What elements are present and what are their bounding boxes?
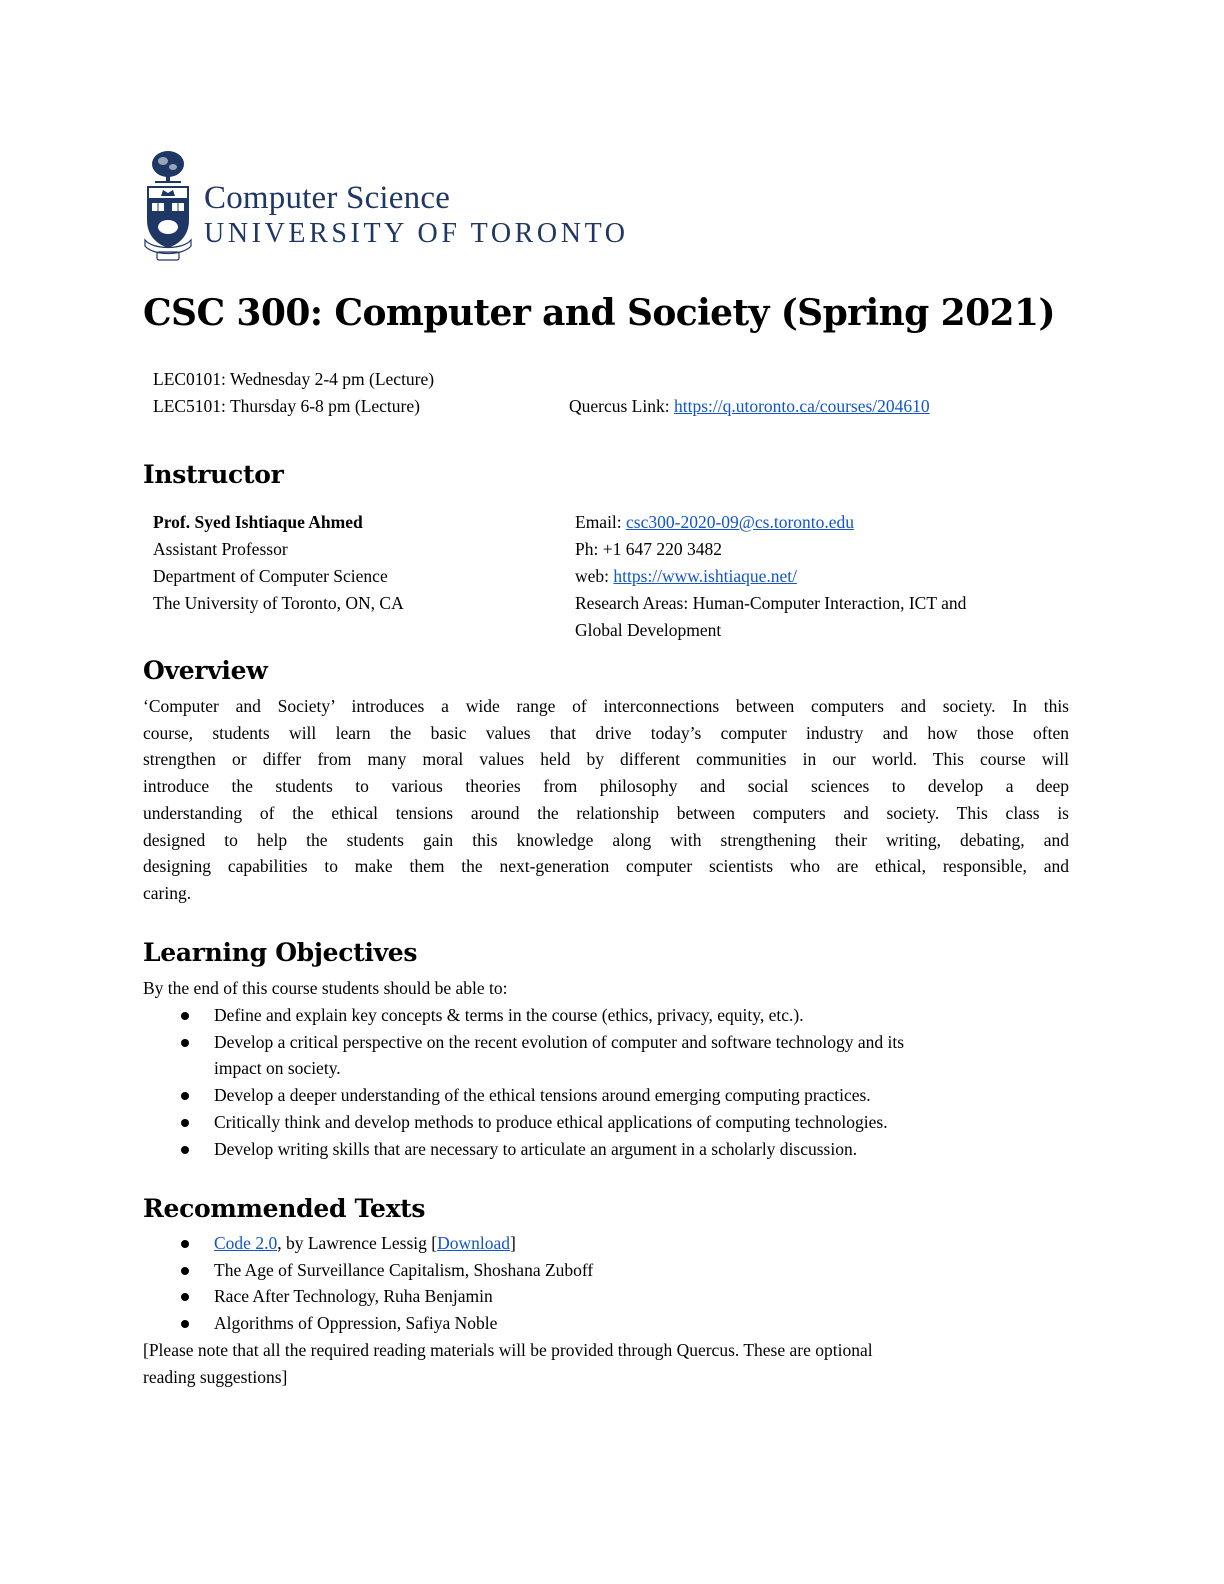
objective-text: Develop a deeper understanding of the ethical tensions around emerging computing practices. bbox=[214, 1085, 871, 1106]
text-item-title: Race After Technology, Ruha Benjamin bbox=[214, 1286, 493, 1307]
objective-item bbox=[143, 1109, 1069, 1136]
text-item bbox=[143, 1310, 1069, 1337]
bullet-icon bbox=[181, 1240, 189, 1248]
overview-line: caring. bbox=[143, 882, 192, 903]
text-item bbox=[143, 1257, 1069, 1284]
bullet-icon bbox=[181, 1267, 189, 1275]
text-item-title: Algorithms of Oppression, Safiya Noble bbox=[214, 1313, 498, 1334]
department-logo bbox=[143, 148, 663, 264]
research-areas-line1: Research Areas: Human-Computer Interaction, ICT and bbox=[575, 593, 967, 613]
objective-text: Critically think and develop methods to produce ethical applications of computing technologies. bbox=[214, 1111, 888, 1132]
bullet-icon bbox=[181, 1146, 189, 1154]
reading-note-line1: [Please note that all the required reading materials will be provided through Quercus. These are optional bbox=[143, 1340, 873, 1360]
objective-item bbox=[143, 1136, 1069, 1163]
code-2-link[interactable]: Code 2.0 bbox=[214, 1233, 278, 1253]
objective-text: Define and explain key concepts & terms in the course (ethics, privacy, equity, etc.). bbox=[214, 1005, 804, 1025]
instructor-department: Department of Computer Science bbox=[153, 566, 388, 586]
bracket-close: ] bbox=[509, 1233, 516, 1253]
website-link[interactable]: https://www.ishtiaque.net/ bbox=[613, 566, 797, 586]
overview-line: introduce the students to various theories from philosophy and social sciences to develop a deep bbox=[143, 776, 1069, 797]
quercus-link[interactable]: https://q.utoronto.ca/courses/204610 bbox=[673, 396, 930, 416]
text-item-author: , by Lawrence Lessig [ bbox=[277, 1233, 438, 1253]
page-title: CSC 300: Computer and Society (Spring 2021) bbox=[143, 292, 1055, 334]
email-label: Email: bbox=[575, 512, 627, 532]
reading-note-line2: reading suggestions] bbox=[143, 1367, 288, 1387]
recommended-texts-heading: Recommended Texts bbox=[143, 1194, 426, 1223]
logo-university-of-toronto: UNIVERSITY OF TORONTO bbox=[204, 218, 629, 249]
overview-line: strengthen or differ from many moral values held by different communities in our world. This course will bbox=[143, 749, 1069, 770]
overview-line: designed to help the students gain this knowledge along with strengthening their writing, debating, and bbox=[143, 829, 1069, 850]
objectives-heading: Learning Objectives bbox=[143, 938, 418, 967]
overview-line: ‘Computer and Society’ introduces a wide range of interconnections between computers and society. In this bbox=[143, 696, 1069, 716]
email-link[interactable]: csc300-2020-09@cs.toronto.edu bbox=[626, 512, 855, 532]
quercus-label: Quercus Link: bbox=[569, 396, 674, 416]
quercus-link-row bbox=[569, 393, 930, 420]
objective-text-continued: impact on society. bbox=[214, 1058, 341, 1079]
overview-line: course, students will learn the basic values that drive today’s computer industry and how those often bbox=[143, 722, 1069, 743]
objective-text: Develop writing skills that are necessary to articulate an argument in a scholarly discussion. bbox=[214, 1138, 858, 1159]
objectives-intro: By the end of this course students should be able to: bbox=[143, 978, 508, 998]
bullet-icon bbox=[181, 1039, 189, 1047]
text-item bbox=[143, 1230, 1069, 1257]
download-link[interactable]: Download bbox=[437, 1233, 510, 1253]
bullet-icon bbox=[181, 1293, 189, 1301]
instructor-heading: Instructor bbox=[143, 460, 284, 489]
text-item bbox=[143, 1283, 1069, 1310]
logo-computer-science: Computer Science bbox=[204, 180, 451, 216]
objective-item bbox=[143, 1002, 1069, 1029]
overview-heading: Overview bbox=[143, 656, 268, 685]
overview-paragraph bbox=[143, 693, 1069, 907]
overview-line: designing capabilities to make them the next-generation computer scientists who are ethical, responsible, and bbox=[143, 856, 1069, 877]
lecture-section-2: LEC5101: Thursday 6-8 pm (Lecture) bbox=[153, 396, 420, 416]
objective-item bbox=[143, 1029, 1069, 1082]
instructor-web-row bbox=[575, 563, 797, 590]
text-item-title: The Age of Surveillance Capitalism, Shoshana Zuboff bbox=[214, 1259, 594, 1280]
lecture-section-1: LEC0101: Wednesday 2-4 pm (Lecture) bbox=[153, 369, 435, 389]
university-crest-icon bbox=[143, 148, 193, 262]
bullet-icon bbox=[181, 1119, 189, 1127]
objectives-list bbox=[143, 1002, 1069, 1162]
overview-line: understanding of the ethical tensions around the relationship between computers and society. This class is bbox=[143, 802, 1069, 823]
instructor-phone: Ph: +1 647 220 3482 bbox=[575, 539, 722, 559]
bullet-icon bbox=[181, 1320, 189, 1328]
objective-text: Develop a critical perspective on the recent evolution of computer and software technology and its bbox=[214, 1031, 905, 1052]
research-areas-line2: Global Development bbox=[575, 620, 722, 640]
instructor-name: Prof. Syed Ishtiaque Ahmed bbox=[153, 512, 363, 532]
instructor-position: Assistant Professor bbox=[153, 539, 288, 559]
instructor-email-row bbox=[575, 509, 854, 536]
bullet-icon bbox=[181, 1012, 189, 1020]
bullet-icon bbox=[181, 1092, 189, 1100]
recommended-texts-list bbox=[143, 1230, 1069, 1337]
objective-item bbox=[143, 1082, 1069, 1109]
web-label: web: bbox=[575, 566, 614, 586]
instructor-university: The University of Toronto, ON, CA bbox=[153, 593, 404, 613]
